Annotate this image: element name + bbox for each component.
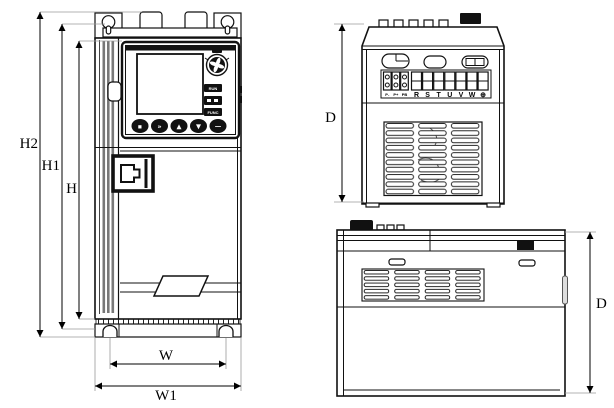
- button-up-glyph: ▲: [176, 122, 182, 131]
- terminal-label-pb: PB: [401, 92, 408, 97]
- button-shift-glyph: »: [157, 122, 162, 131]
- vent-grille-top-view: [384, 122, 482, 196]
- top-view: [325, 13, 504, 207]
- dim-label-w1: W1: [155, 388, 177, 404]
- foot-notch-left: [103, 326, 117, 338]
- dim-label-d-side: D: [596, 296, 607, 312]
- dim-label-h1: H1: [41, 158, 60, 174]
- button-prg-glyph: ▪: [137, 122, 143, 131]
- indicator-dot: [214, 99, 218, 102]
- top-view-foot: [487, 203, 500, 207]
- side-latch: [108, 82, 121, 101]
- terminal-label-v: V: [458, 92, 464, 99]
- foot-notch-right: [219, 326, 233, 338]
- indicator-badge: [204, 96, 222, 105]
- top-view-foot: [366, 203, 379, 207]
- dim-label-h: H: [66, 181, 77, 197]
- front-view: [95, 12, 242, 337]
- terminal-label-t: T: [436, 92, 441, 99]
- terminal-label-p-minus: P-: [385, 92, 390, 97]
- side-slot-left: [389, 259, 405, 265]
- button-enter-glyph: —: [214, 122, 222, 131]
- label-sticker: [154, 276, 208, 296]
- dim-label-h2: H2: [19, 136, 38, 152]
- side-vent-slot-dark: [517, 241, 534, 250]
- keypad-panel: [122, 42, 239, 138]
- button-down-glyph: ▼: [196, 122, 201, 131]
- terminal-label-s: S: [425, 92, 430, 99]
- keypad-buttons: [132, 119, 227, 133]
- side-slot-right: [519, 260, 535, 266]
- dim-label-w: W: [158, 348, 174, 364]
- side-rail-tab: [563, 276, 568, 304]
- knockout-middle: [424, 56, 446, 68]
- vent-grille-side-view: [362, 269, 484, 301]
- knob-top-view: [460, 13, 481, 24]
- terminal-label-ground-icon: ⊕: [480, 92, 487, 99]
- dim-label-d-top: D: [325, 110, 336, 126]
- width-dimensions: [95, 338, 241, 404]
- indicator-dot: [207, 99, 211, 102]
- top-mounting-bracket: [95, 12, 241, 38]
- func-badge-label: FUNC: [207, 110, 219, 115]
- terminal-label-u: U: [447, 92, 453, 99]
- run-badge-label: RUN: [208, 86, 218, 91]
- bracket-bar: [103, 28, 237, 37]
- bottom-hatch-strip: [96, 319, 240, 324]
- terminal-label-p-plus: P+: [393, 92, 399, 97]
- terminal-label-r: R: [413, 92, 420, 99]
- rj45-port-icon: [113, 156, 153, 191]
- side-view-body: [337, 230, 565, 396]
- keypad-display: [137, 54, 203, 114]
- indicator-badges: [204, 84, 222, 116]
- side-view: [337, 220, 607, 396]
- terminal-block: [381, 70, 491, 99]
- terminal-label-w: W: [468, 92, 476, 99]
